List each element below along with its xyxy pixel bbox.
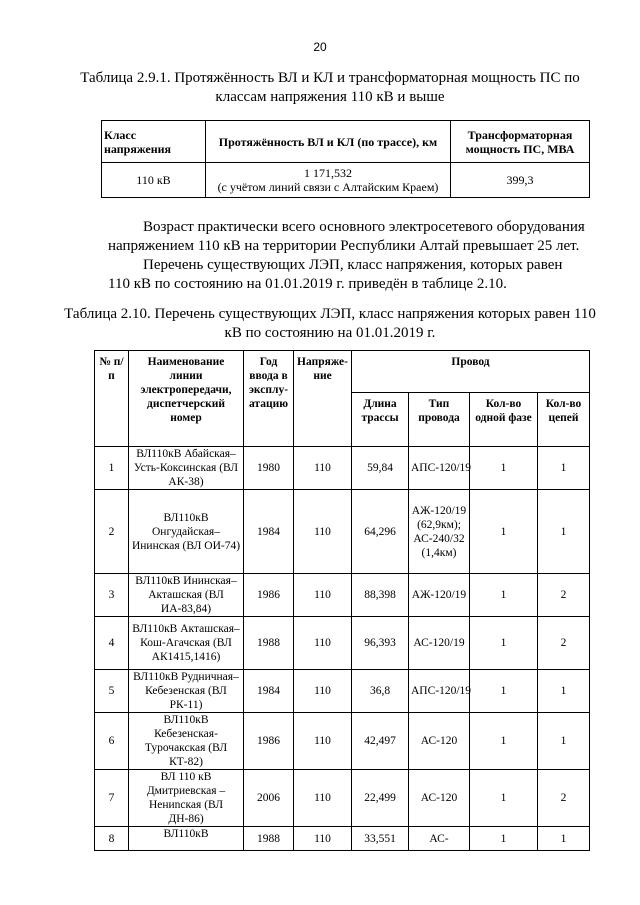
cell-circuits: 1 xyxy=(538,490,590,574)
cell-type: АПС-120/19 xyxy=(409,447,470,490)
cell-type: АЖ-120/19 xyxy=(409,574,470,617)
cell-num: 3 xyxy=(95,574,129,617)
cell-voltage: 110 xyxy=(294,490,352,574)
cell-circuits: 1 xyxy=(538,713,590,770)
table-header-row xyxy=(102,121,590,163)
cell-num: 4 xyxy=(95,617,129,670)
cell-num: 1 xyxy=(95,447,129,490)
cell-circuits: 2 xyxy=(538,574,590,617)
cell-length: 33,551 xyxy=(352,827,409,851)
table-row xyxy=(95,574,590,617)
cell-year: 1986 xyxy=(244,713,294,770)
header-length: Протяжённость ВЛ и КЛ (по трассе), км xyxy=(206,121,451,163)
cell-voltage: 110 xyxy=(294,447,352,490)
cell-per-phase: 1 xyxy=(470,670,538,713)
cell-voltage: 110 xyxy=(294,670,352,713)
cell-type: АС- xyxy=(409,827,470,851)
cell-year: 1984 xyxy=(244,490,294,574)
cell-year: 1984 xyxy=(244,670,294,713)
cell-circuits: 2 xyxy=(538,617,590,670)
cell-length: 96,393 xyxy=(352,617,409,670)
cell-type: АС-120 xyxy=(409,770,470,827)
cell-name: ВЛ110кВ Рудничная–Кебезенская (ВЛ РК-11) xyxy=(129,670,244,713)
paragraph-list-line-1: Перечень существующих ЛЭП, класс напряжения, которых равен xyxy=(143,257,563,273)
cell-length: 64,296 xyxy=(352,490,409,574)
cell-voltage: 110 xyxy=(294,617,352,670)
cell-voltage: 110 xyxy=(294,713,352,770)
table-row xyxy=(95,713,590,770)
table-row xyxy=(95,827,590,851)
cell-per-phase: 1 xyxy=(470,770,538,827)
cell-circuits: 1 xyxy=(538,670,590,713)
paragraph-age-line-2: напряжением 110 кВ на территории Республики Алтай превышает 25 лет. xyxy=(108,238,580,254)
cell-length: 42,497 xyxy=(352,713,409,770)
cell-year: 2006 xyxy=(244,770,294,827)
table-row xyxy=(95,490,590,574)
cell-name: ВЛ110кВ Кебезенская-Турочакская (ВЛ КТ-82) xyxy=(129,713,244,770)
cell-length xyxy=(206,163,451,198)
table-header-row xyxy=(95,351,590,393)
cell-circuits: 2 xyxy=(538,770,590,827)
cell-per-phase: 1 xyxy=(470,490,538,574)
cell-year: 1980 xyxy=(244,447,294,490)
header-name: Наименование линии электропередачи, диспетчерский номер xyxy=(129,351,244,447)
header-power: Трансформаторная мощность ПС, МВА xyxy=(451,121,590,163)
header-type: Тип провода xyxy=(409,393,470,447)
cell-per-phase: 1 xyxy=(470,827,538,851)
header-year: Год ввода в эксплу-атацию xyxy=(244,351,294,447)
cell-per-phase: 1 xyxy=(470,617,538,670)
cell-num: 2 xyxy=(95,490,129,574)
table-row xyxy=(95,670,590,713)
cell-type: АС-120/19 xyxy=(409,617,470,670)
header-length: Длина трассы xyxy=(352,393,409,447)
cell-name: ВЛ110кВ Акташская–Кош-Агачская (ВЛ АК1415,1416) xyxy=(129,617,244,670)
paragraph-list-line-2: 110 кВ по состоянию на 01.01.2019 г. приведён в таблице 2.10. xyxy=(108,276,507,292)
table-2-10 xyxy=(94,350,590,851)
paragraph-age xyxy=(108,218,588,256)
cell-num: 6 xyxy=(95,713,129,770)
header-voltage-class: Класс напряжения xyxy=(102,121,206,163)
cell-num: 7 xyxy=(95,770,129,827)
cell-name: ВЛ110кВ Абайская–Усть-Коксинская (ВЛ АК-38) xyxy=(129,447,244,490)
table-row xyxy=(95,617,590,670)
cell-voltage: 110 xyxy=(294,770,352,827)
cell-name: ВЛ110кВ Онгудайская–Ининская (ВЛ ОИ-74) xyxy=(129,490,244,574)
cell-type: АЖ-120/19 (62,9км); АС-240/32 (1,4км) xyxy=(409,490,470,574)
page-number: 20 xyxy=(313,40,327,54)
header-num: № п/п xyxy=(95,351,129,447)
cell-length: 36,8 xyxy=(352,670,409,713)
cell-length: 22,499 xyxy=(352,770,409,827)
cell-name: ВЛ110кВ xyxy=(129,827,244,851)
cell-voltage: 110 кВ xyxy=(102,163,206,198)
cell-length: 88,398 xyxy=(352,574,409,617)
header-circuits: Кол-во цепей xyxy=(538,393,590,447)
cell-year: 1988 xyxy=(244,617,294,670)
table-row xyxy=(95,770,590,827)
cell-num: 5 xyxy=(95,670,129,713)
cell-type: АПС-120/19 xyxy=(409,670,470,713)
paragraph-age-line-1: Возраст практически всего основного электросетевого оборудования xyxy=(143,219,585,235)
table-2-9-1 xyxy=(101,120,590,198)
cell-voltage: 110 xyxy=(294,827,352,851)
cell-type: АС-120 xyxy=(409,713,470,770)
cell-power: 399,3 xyxy=(451,163,590,198)
paragraph-list xyxy=(108,256,588,294)
cell-name: ВЛ 110 кВ Дмитриевская – Нениnская (ВЛ ДН-86) xyxy=(129,770,244,827)
cell-name: ВЛ110кВ Ининская–Акташская (ВЛ ИА-83,84) xyxy=(129,574,244,617)
cell-per-phase: 1 xyxy=(470,447,538,490)
length-value: 1 171,532 xyxy=(304,166,352,180)
header-wire: Провод xyxy=(352,351,590,393)
header-voltage: Напряже-ние xyxy=(294,351,352,447)
header-per-phase: Кол-во одной фазе xyxy=(470,393,538,447)
cell-per-phase: 1 xyxy=(470,574,538,617)
table-row xyxy=(95,447,590,490)
length-note: (с учётом линий связи с Алтайским Краем) xyxy=(217,180,439,194)
cell-voltage: 110 xyxy=(294,574,352,617)
cell-circuits: 1 xyxy=(538,447,590,490)
cell-circuits: 1 xyxy=(538,827,590,851)
table-2-10-caption: Таблица 2.10. Перечень существующих ЛЭП, класс напряжения которых равен 110 кВ по состоянию на 01.01.2019 г. xyxy=(64,306,596,341)
cell-year: 1988 xyxy=(244,827,294,851)
cell-num: 8 xyxy=(95,827,129,851)
cell-per-phase: 1 xyxy=(470,713,538,770)
cell-year: 1986 xyxy=(244,574,294,617)
table-row xyxy=(102,163,590,198)
table-2-9-1-caption: Таблица 2.9.1. Протяжённость ВЛ и КЛ и трансформаторная мощность ПС по классам напряжения 110 кВ и выше xyxy=(80,70,580,105)
cell-length: 59,84 xyxy=(352,447,409,490)
